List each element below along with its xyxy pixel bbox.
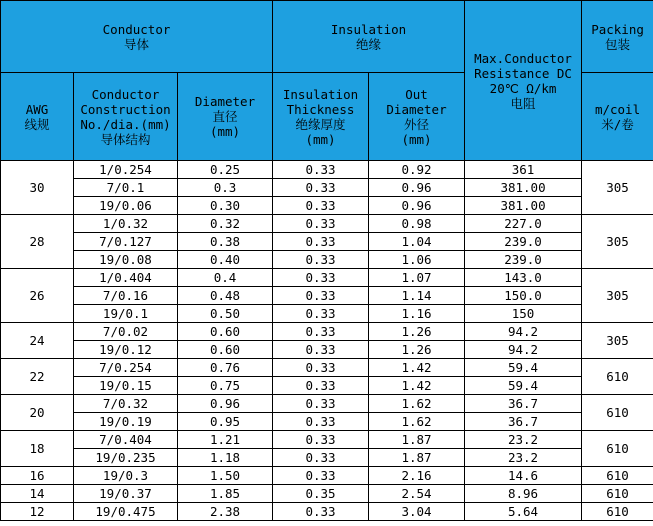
diameter-cell: 1.85 bbox=[178, 485, 273, 503]
resistance-cell: 94.2 bbox=[465, 341, 582, 359]
awg-cell: 20 bbox=[1, 395, 74, 431]
awg-cell: 22 bbox=[1, 359, 74, 395]
packing-cell: 610 bbox=[582, 503, 653, 521]
table-row bbox=[1, 287, 653, 305]
construction-cell: 19/0.37 bbox=[74, 485, 178, 503]
out-diameter-cell: 1.87 bbox=[369, 449, 465, 467]
out-diameter-cell: 1.16 bbox=[369, 305, 465, 323]
out-diameter-cell: 1.42 bbox=[369, 377, 465, 395]
out-diameter-cell: 1.87 bbox=[369, 431, 465, 449]
resistance-cell: 227.0 bbox=[465, 215, 582, 233]
packing-cell: 610 bbox=[582, 395, 653, 431]
table-row bbox=[1, 359, 653, 377]
construction-cell: 7/0.32 bbox=[74, 395, 178, 413]
diameter-cell: 1.18 bbox=[178, 449, 273, 467]
packing-cell: 305 bbox=[582, 323, 653, 359]
out-diameter-header: Out Diameter 外径 (mm) bbox=[369, 73, 465, 161]
out-diameter-cell: 1.14 bbox=[369, 287, 465, 305]
out-diameter-cell: 2.54 bbox=[369, 485, 465, 503]
table-row bbox=[1, 413, 653, 431]
construction-cell: 7/0.254 bbox=[74, 359, 178, 377]
packing-group-header: Packing 包装 bbox=[582, 1, 653, 73]
thickness-cell: 0.33 bbox=[273, 215, 369, 233]
out-diameter-cell: 0.92 bbox=[369, 161, 465, 179]
table-row bbox=[1, 431, 653, 449]
thickness-cell: 0.33 bbox=[273, 233, 369, 251]
diameter-cell: 0.95 bbox=[178, 413, 273, 431]
diameter-cell: 0.30 bbox=[178, 197, 273, 215]
diameter-header: Diameter 直径 (mm) bbox=[178, 73, 273, 161]
out-diameter-cell: 1.62 bbox=[369, 395, 465, 413]
out-diameter-cell: 0.96 bbox=[369, 197, 465, 215]
awg-cell: 16 bbox=[1, 467, 74, 485]
thickness-cell: 0.33 bbox=[273, 323, 369, 341]
awg-cell: 24 bbox=[1, 323, 74, 359]
diameter-cell: 0.48 bbox=[178, 287, 273, 305]
thickness-cell: 0.33 bbox=[273, 449, 369, 467]
resistance-cell: 143.0 bbox=[465, 269, 582, 287]
construction-cell: 7/0.16 bbox=[74, 287, 178, 305]
conductor-group-header: Conductor 导体 bbox=[1, 1, 273, 73]
awg-cell: 28 bbox=[1, 215, 74, 269]
table-row bbox=[1, 377, 653, 395]
construction-cell: 19/0.15 bbox=[74, 377, 178, 395]
diameter-cell: 0.40 bbox=[178, 251, 273, 269]
thickness-cell: 0.33 bbox=[273, 305, 369, 323]
awg-cell: 30 bbox=[1, 161, 74, 215]
table-row bbox=[1, 233, 653, 251]
construction-cell: 19/0.08 bbox=[74, 251, 178, 269]
construction-cell: 19/0.12 bbox=[74, 341, 178, 359]
insulation-group-header: Insulation 绝缘 bbox=[273, 1, 465, 73]
thickness-cell: 0.33 bbox=[273, 269, 369, 287]
construction-cell: 7/0.1 bbox=[74, 179, 178, 197]
out-diameter-cell: 1.42 bbox=[369, 359, 465, 377]
diameter-cell: 0.50 bbox=[178, 305, 273, 323]
thickness-cell: 0.33 bbox=[273, 197, 369, 215]
table-row bbox=[1, 197, 653, 215]
resistance-cell: 5.64 bbox=[465, 503, 582, 521]
construction-cell: 7/0.404 bbox=[74, 431, 178, 449]
table-row bbox=[1, 215, 653, 233]
diameter-cell: 0.32 bbox=[178, 215, 273, 233]
resistance-cell: 59.4 bbox=[465, 359, 582, 377]
thickness-cell: 0.33 bbox=[273, 251, 369, 269]
diameter-cell: 0.96 bbox=[178, 395, 273, 413]
resistance-cell: 94.2 bbox=[465, 323, 582, 341]
resistance-cell: 59.4 bbox=[465, 377, 582, 395]
table-body bbox=[1, 161, 653, 521]
thickness-cell: 0.33 bbox=[273, 395, 369, 413]
resistance-cell: 239.0 bbox=[465, 233, 582, 251]
out-diameter-cell: 0.96 bbox=[369, 179, 465, 197]
resistance-cell: 381.00 bbox=[465, 197, 582, 215]
m-coil-header: m/coil 米/卷 bbox=[582, 73, 653, 161]
awg-header: AWG 线规 bbox=[1, 73, 74, 161]
table-header bbox=[1, 1, 653, 161]
table-row bbox=[1, 269, 653, 287]
out-diameter-cell: 2.16 bbox=[369, 467, 465, 485]
thickness-cell: 0.33 bbox=[273, 467, 369, 485]
diameter-cell: 0.76 bbox=[178, 359, 273, 377]
resistance-cell: 23.2 bbox=[465, 431, 582, 449]
packing-cell: 305 bbox=[582, 215, 653, 269]
diameter-cell: 0.60 bbox=[178, 341, 273, 359]
table-row bbox=[1, 449, 653, 467]
awg-cell: 14 bbox=[1, 485, 74, 503]
construction-cell: 7/0.127 bbox=[74, 233, 178, 251]
max-resistance-header: Max.Conductor Resistance DC 20℃ Ω/km 电阻 bbox=[465, 1, 582, 161]
packing-cell: 610 bbox=[582, 485, 653, 503]
resistance-cell: 14.6 bbox=[465, 467, 582, 485]
table-row bbox=[1, 251, 653, 269]
thickness-cell: 0.33 bbox=[273, 503, 369, 521]
table-row bbox=[1, 467, 653, 485]
resistance-cell: 150 bbox=[465, 305, 582, 323]
thickness-header: Insulation Thickness 绝缘厚度 (mm) bbox=[273, 73, 369, 161]
out-diameter-cell: 1.06 bbox=[369, 251, 465, 269]
thickness-cell: 0.33 bbox=[273, 161, 369, 179]
out-diameter-cell: 1.26 bbox=[369, 323, 465, 341]
construction-cell: 19/0.19 bbox=[74, 413, 178, 431]
out-diameter-cell: 1.04 bbox=[369, 233, 465, 251]
diameter-cell: 0.3 bbox=[178, 179, 273, 197]
out-diameter-cell: 1.26 bbox=[369, 341, 465, 359]
diameter-cell: 1.21 bbox=[178, 431, 273, 449]
table-row bbox=[1, 503, 653, 521]
thickness-cell: 0.33 bbox=[273, 179, 369, 197]
thickness-cell: 0.33 bbox=[273, 413, 369, 431]
resistance-cell: 239.0 bbox=[465, 251, 582, 269]
out-diameter-cell: 3.04 bbox=[369, 503, 465, 521]
packing-cell: 610 bbox=[582, 431, 653, 467]
resistance-cell: 23.2 bbox=[465, 449, 582, 467]
thickness-cell: 0.33 bbox=[273, 359, 369, 377]
packing-cell: 305 bbox=[582, 161, 653, 215]
resistance-cell: 381.00 bbox=[465, 179, 582, 197]
construction-cell: 19/0.475 bbox=[74, 503, 178, 521]
resistance-cell: 8.96 bbox=[465, 485, 582, 503]
diameter-cell: 0.60 bbox=[178, 323, 273, 341]
packing-cell: 610 bbox=[582, 359, 653, 395]
thickness-cell: 0.33 bbox=[273, 341, 369, 359]
table-row bbox=[1, 305, 653, 323]
thickness-cell: 0.33 bbox=[273, 377, 369, 395]
table-row bbox=[1, 485, 653, 503]
construction-cell: 1/0.32 bbox=[74, 215, 178, 233]
construction-cell: 19/0.1 bbox=[74, 305, 178, 323]
awg-cell: 12 bbox=[1, 503, 74, 521]
table-row bbox=[1, 161, 653, 179]
thickness-cell: 0.35 bbox=[273, 485, 369, 503]
diameter-cell: 0.4 bbox=[178, 269, 273, 287]
out-diameter-cell: 0.98 bbox=[369, 215, 465, 233]
diameter-cell: 0.38 bbox=[178, 233, 273, 251]
construction-header: Conductor Construction No./dia.(mm) 导体结构 bbox=[74, 73, 178, 161]
thickness-cell: 0.33 bbox=[273, 431, 369, 449]
resistance-cell: 361 bbox=[465, 161, 582, 179]
awg-cell: 18 bbox=[1, 431, 74, 467]
table-row bbox=[1, 179, 653, 197]
out-diameter-cell: 1.07 bbox=[369, 269, 465, 287]
packing-cell: 610 bbox=[582, 467, 653, 485]
awg-cell: 26 bbox=[1, 269, 74, 323]
table-row bbox=[1, 323, 653, 341]
table-row bbox=[1, 395, 653, 413]
diameter-cell: 2.38 bbox=[178, 503, 273, 521]
thickness-cell: 0.33 bbox=[273, 287, 369, 305]
construction-cell: 7/0.02 bbox=[74, 323, 178, 341]
resistance-cell: 150.0 bbox=[465, 287, 582, 305]
construction-cell: 19/0.06 bbox=[74, 197, 178, 215]
construction-cell: 19/0.3 bbox=[74, 467, 178, 485]
construction-cell: 19/0.235 bbox=[74, 449, 178, 467]
table-row bbox=[1, 341, 653, 359]
resistance-cell: 36.7 bbox=[465, 413, 582, 431]
diameter-cell: 1.50 bbox=[178, 467, 273, 485]
resistance-cell: 36.7 bbox=[465, 395, 582, 413]
diameter-cell: 0.75 bbox=[178, 377, 273, 395]
out-diameter-cell: 1.62 bbox=[369, 413, 465, 431]
diameter-cell: 0.25 bbox=[178, 161, 273, 179]
packing-cell: 305 bbox=[582, 269, 653, 323]
construction-cell: 1/0.404 bbox=[74, 269, 178, 287]
construction-cell: 1/0.254 bbox=[74, 161, 178, 179]
